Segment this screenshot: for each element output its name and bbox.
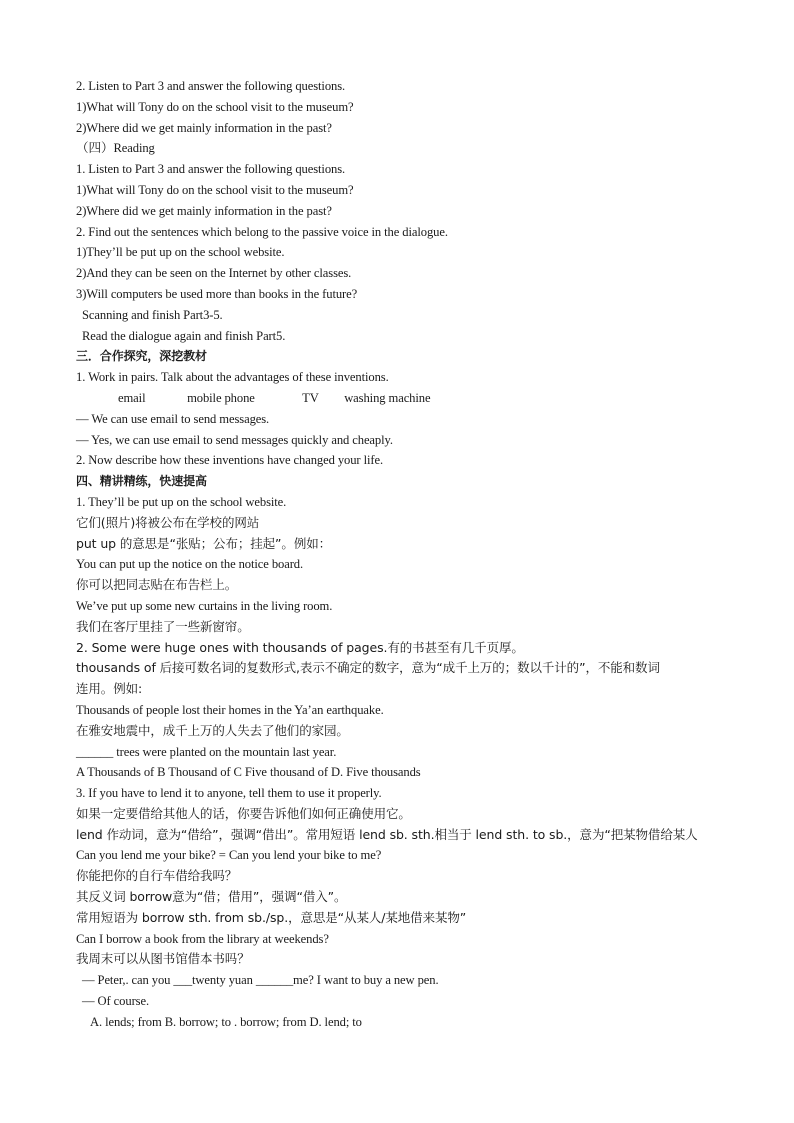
text-line: You can put up the notice on the notice board. xyxy=(76,557,304,572)
section-heading-cooperation: 三．合作探究，深挖教材 xyxy=(76,349,207,364)
text-line: — Yes, we can use email to send messages quickly and cheaply. xyxy=(76,432,393,447)
text-line: 2. Some were huge ones with thousands of pages.有的书甚至有几千页厚。 xyxy=(76,639,524,655)
answer-options: A. lends; from B. borrow; to . borrow; from D. lend; to xyxy=(90,1014,362,1029)
text-line: A Thousands of B Thousand of C Five thousand of D. Five thousands xyxy=(76,765,421,780)
text-line: 在雅安地震中，成千上万的人失去了他们的家园。 xyxy=(76,722,349,738)
text-line: — We can use email to send messages. xyxy=(76,411,270,426)
text-line: 2. Listen to Part 3 and answer the following questions. xyxy=(76,79,346,93)
text-line: 1. Work in pairs. Talk about the advantages of these inventions. xyxy=(76,370,389,385)
text-line: 2)Where did we get mainly information in the past? xyxy=(76,203,332,218)
text-line: 你能把你的自行车借给我吗？ xyxy=(76,868,238,884)
section-heading-reading: （四）Reading xyxy=(76,141,155,156)
text-line: thousands of 后接可数名词的复数形式,表示不确定的数字，意为“成千上万的；数以千计的”，不能和数词 xyxy=(76,660,660,676)
text-line: 3)Will computers be used more than books in the future? xyxy=(76,286,358,301)
text-line: 连用。例如: xyxy=(76,681,143,697)
document-body xyxy=(76,76,726,1033)
text-line: Scanning and finish Part3-5. xyxy=(82,307,223,322)
text-line: 其反义词 borrow意为“借；借用”，强调“借入”。 xyxy=(76,889,347,905)
text-line: Read the dialogue again and finish Part5. xyxy=(82,328,286,343)
text-line: 常用短语为 borrow sth. from sb./sp.，意思是“从某人/某地借来某物” xyxy=(76,909,467,925)
text-line: 我们在客厅里挂了一些新窗帘。 xyxy=(76,618,250,634)
text-line: 1. Listen to Part 3 and answer the following questions. xyxy=(76,162,346,177)
text-line: ______ trees were planted on the mountain last year. xyxy=(76,744,337,759)
invention-item: email xyxy=(118,390,146,405)
inventions-row xyxy=(76,388,726,409)
text-line: 2)Where did we get mainly information in the past? xyxy=(76,120,332,135)
text-line: put up 的意思是“张贴；公布；挂起”。例如： xyxy=(76,535,332,551)
text-line: 1)What will Tony do on the school visit to the museum? xyxy=(76,182,354,197)
text-line: 1. They’ll be put up on the school website. xyxy=(76,494,287,509)
invention-item: washing machine xyxy=(344,390,431,405)
text-line: 我周末可以从图书馆借本书吗？ xyxy=(76,951,250,967)
text-line: 2. Find out the sentences which belong to the passive voice in the dialogue. xyxy=(76,224,448,239)
text-line: 它们(照片)将被公布在学校的网站 xyxy=(76,514,260,530)
text-line: 3. If you have to lend it to anyone, tell them to use it properly. xyxy=(76,786,382,801)
text-line: 1)What will Tony do on the school visit to the museum? xyxy=(76,99,354,114)
text-line: 你可以把同志贴在布告栏上。 xyxy=(76,577,238,593)
invention-item: TV xyxy=(302,390,319,405)
text-line: 2. Now describe how these inventions have changed your life. xyxy=(76,453,384,468)
text-line: We’ve put up some new curtains in the living room. xyxy=(76,598,333,613)
invention-item: mobile phone xyxy=(187,390,255,405)
text-line: Thousands of people lost their homes in the Ya’an earthquake. xyxy=(76,702,384,717)
text-line: — Peter,. can you ___twenty yuan ______me? I want to buy a new pen. xyxy=(82,973,439,988)
text-line: 2)And they can be seen on the Internet by other classes. xyxy=(76,266,352,281)
text-line: lend 作动词，意为“借给”，强调“借出”。常用短语 lend sb. sth.相当于 lend sth. to sb.，意为“把某物借给某人 xyxy=(76,826,698,842)
text-line: 1)They’ll be put up on the school website. xyxy=(76,245,285,260)
text-line: — Of course. xyxy=(82,994,149,1009)
text-line: Can you lend me your bike? = Can you lend your bike to me? xyxy=(76,848,382,863)
section-heading-practice: 四、精讲精练，快速提高 xyxy=(76,474,207,489)
text-line: 如果一定要借给其他人的话，你要告诉他们如何正确使用它。 xyxy=(76,805,411,821)
text-line: Can I borrow a book from the library at weekends? xyxy=(76,931,329,946)
